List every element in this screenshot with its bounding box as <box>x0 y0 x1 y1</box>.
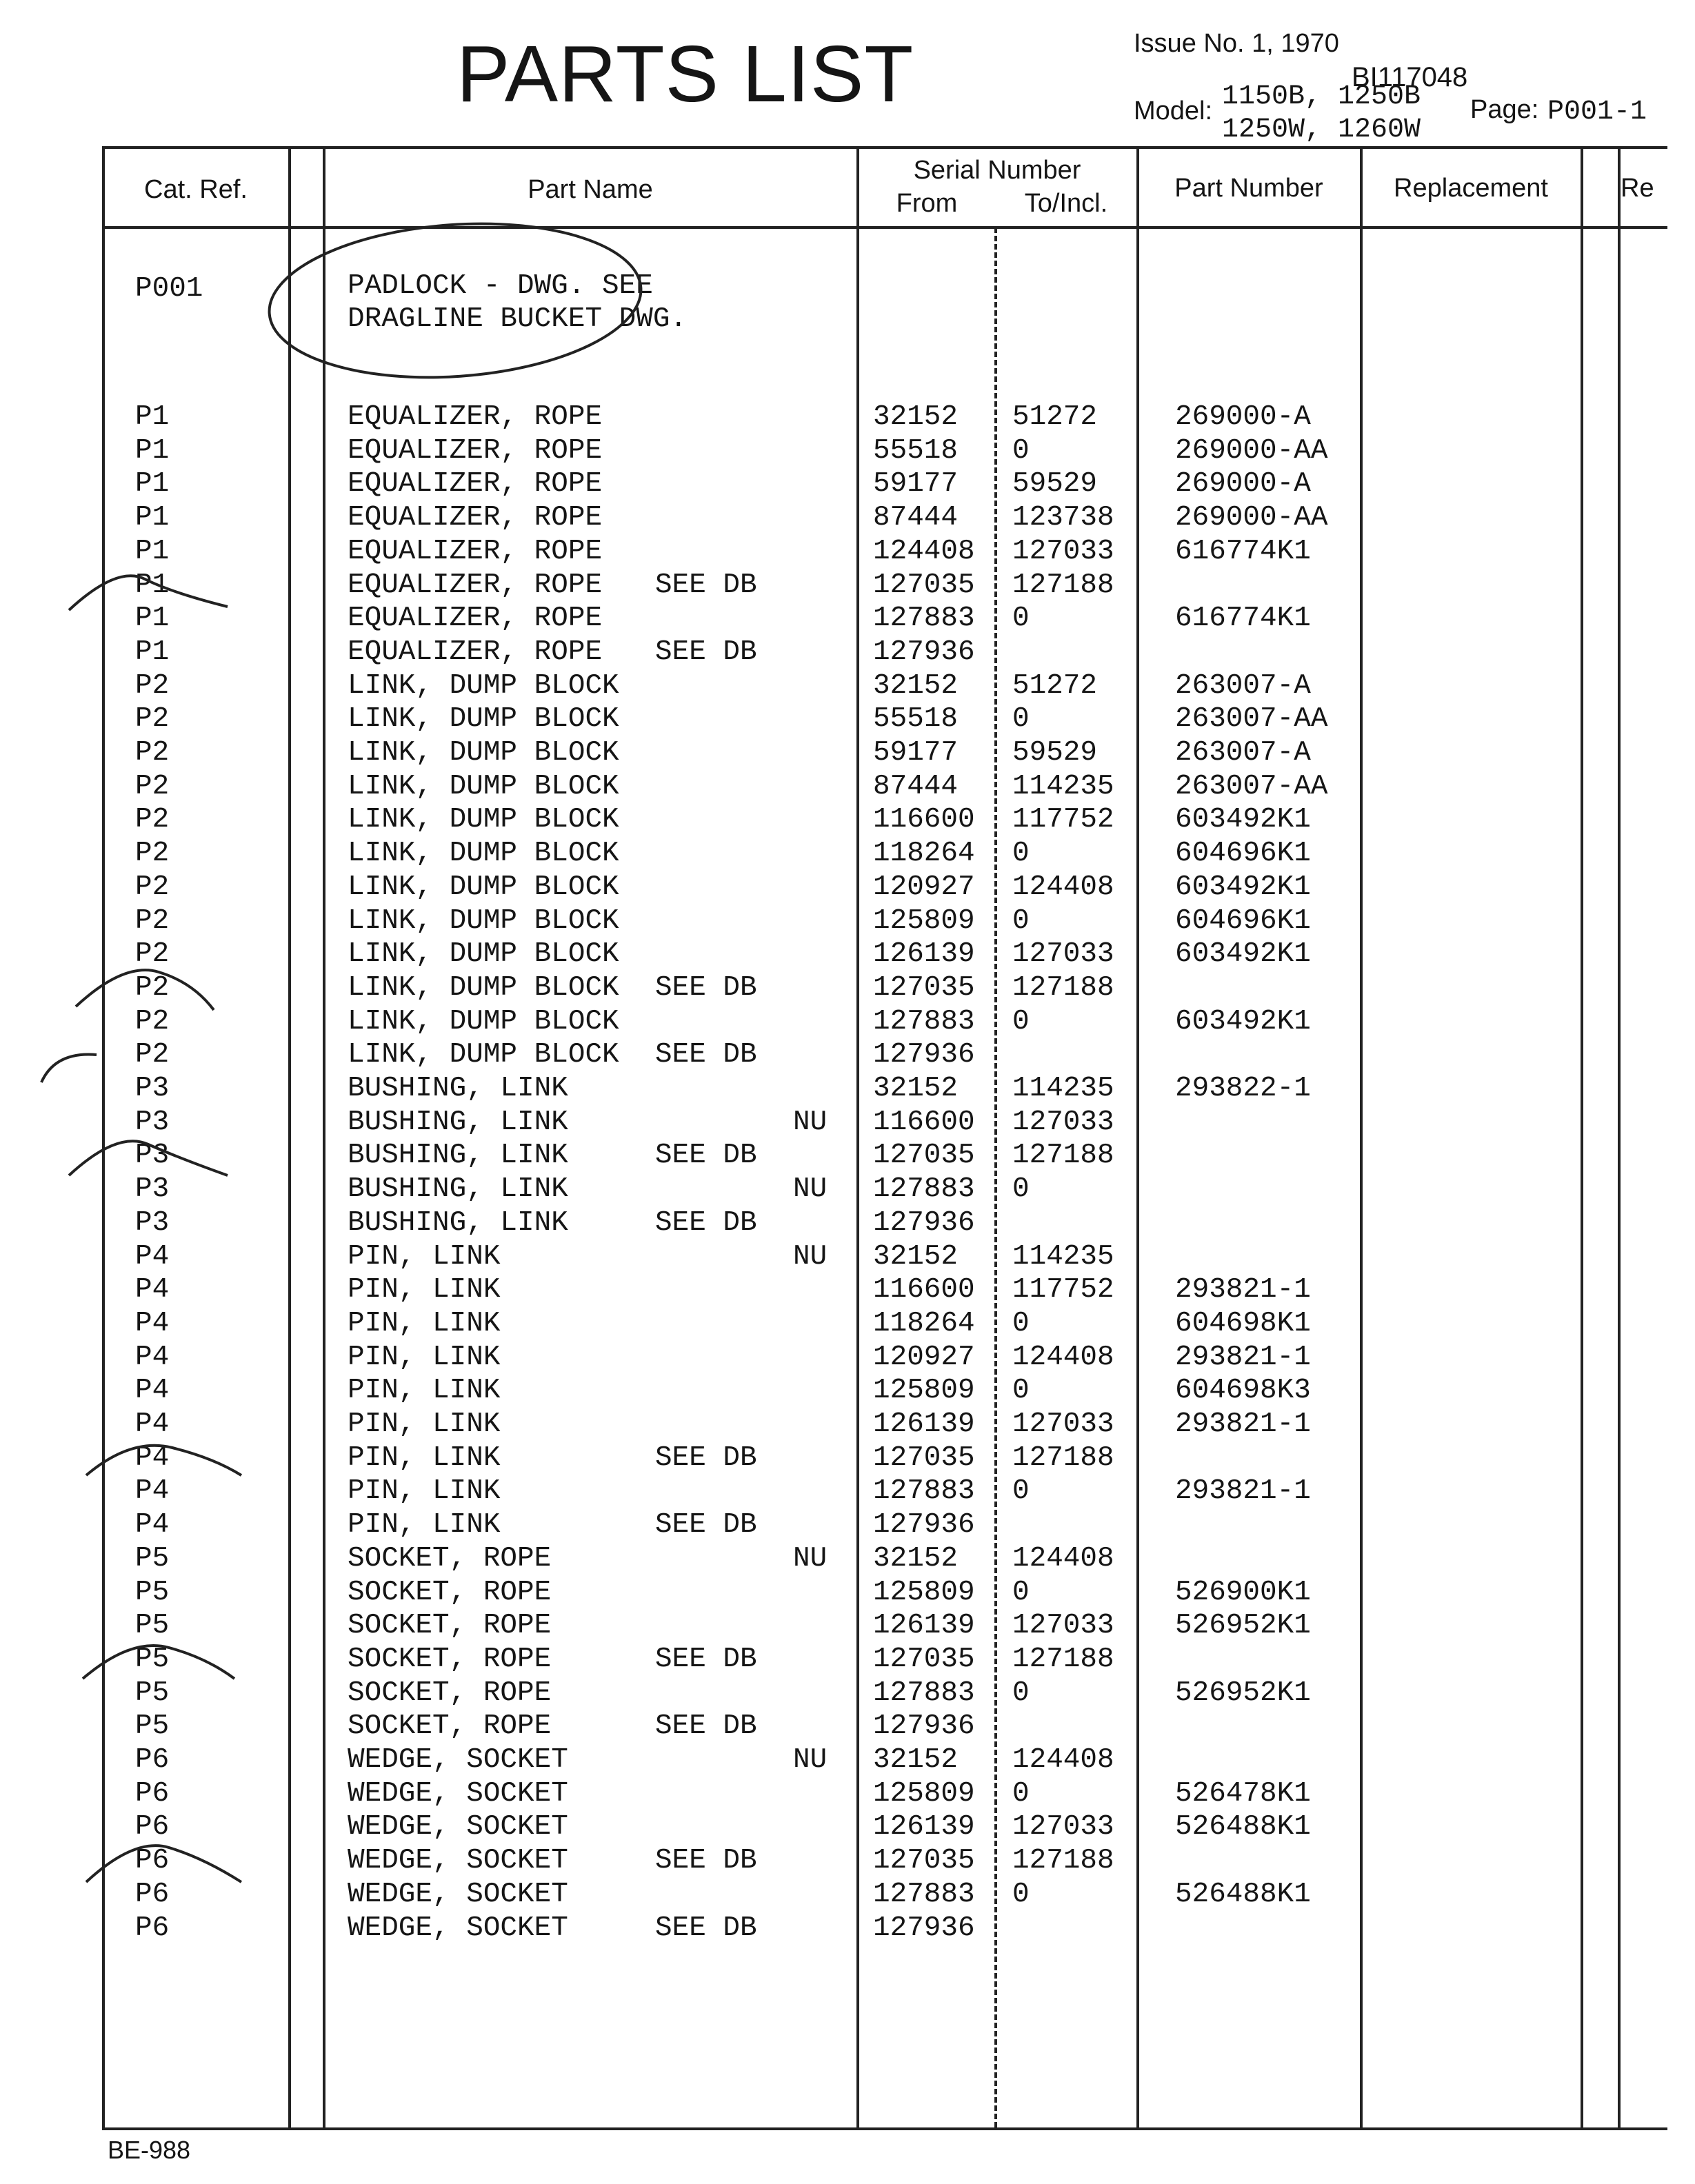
cell-from: 127936 <box>873 1039 975 1071</box>
table-row <box>0 636 1695 669</box>
cell-to: 114235 <box>1012 770 1114 802</box>
cell-pn: 526488K1 <box>1175 1811 1311 1843</box>
cell-note: SEE DB <box>655 569 757 601</box>
table-row <box>0 536 1695 569</box>
cell-pn: 263007-AA <box>1175 703 1328 736</box>
table-row <box>0 1710 1695 1743</box>
cell-pn: 603492K1 <box>1175 1005 1311 1038</box>
table-row <box>0 972 1695 1005</box>
table-row <box>0 1140 1695 1173</box>
cell-ref: P4 <box>135 1274 170 1306</box>
cell-name: WEDGE, SOCKET <box>348 1878 568 1910</box>
cell-from: 125809 <box>873 1777 975 1810</box>
header-serial-number: Serial Number <box>913 156 1081 185</box>
cell-ref: P3 <box>135 1106 170 1138</box>
cell-nu: NU <box>793 1744 828 1776</box>
cell-from: 118264 <box>873 838 975 870</box>
cell-to: 0 <box>1012 434 1030 467</box>
cell-ref: P6 <box>135 1777 170 1810</box>
cell-ref: P1 <box>135 401 170 433</box>
cell-ref: P6 <box>135 1744 170 1776</box>
cell-to: 127033 <box>1012 1106 1114 1138</box>
cell-pn: 526900K1 <box>1175 1576 1311 1608</box>
cell-to: 124408 <box>1012 1542 1114 1575</box>
table-row <box>0 401 1695 434</box>
cell-from: 32152 <box>873 669 959 702</box>
table-row <box>0 1106 1695 1140</box>
cell-name: LINK, DUMP BLOCK <box>348 669 619 702</box>
cell-from: 55518 <box>873 434 959 467</box>
table-row <box>0 1744 1695 1777</box>
cell-ref: P2 <box>135 737 170 769</box>
cell-to: 59529 <box>1012 737 1098 769</box>
table-row <box>0 1375 1695 1408</box>
cell-ref: P5 <box>135 1576 170 1608</box>
cell-from: 32152 <box>873 1542 959 1575</box>
cell-from: 127883 <box>873 1677 975 1709</box>
cell-ref: P2 <box>135 904 170 937</box>
cell-name: LINK, DUMP BLOCK <box>348 904 619 937</box>
cell-pn: 526478K1 <box>1175 1777 1311 1810</box>
table-top-rule <box>102 146 1667 149</box>
cell-name: SOCKET, ROPE <box>348 1542 552 1575</box>
cell-from: 55518 <box>873 703 959 736</box>
cell-name: SOCKET, ROPE <box>348 1710 552 1743</box>
cell-name: PIN, LINK <box>348 1307 501 1339</box>
cell-ref: P2 <box>135 971 170 1004</box>
cell-from: 127936 <box>873 1509 975 1541</box>
cell-name: LINK, DUMP BLOCK <box>348 770 619 802</box>
model-label: Model: <box>1134 97 1213 125</box>
cell-note: SEE DB <box>655 1140 757 1172</box>
cell-pn: 293821-1 <box>1175 1341 1311 1373</box>
cell-from: 127936 <box>873 1912 975 1944</box>
table-row <box>0 1677 1695 1710</box>
cell-to: 127033 <box>1012 1610 1114 1642</box>
cell-ref: P1 <box>135 468 170 501</box>
cell-ref: P3 <box>135 1140 170 1172</box>
cell-to: 127033 <box>1012 1811 1114 1843</box>
cell-ref: P2 <box>135 871 170 903</box>
cell-ref: P6 <box>135 1811 170 1843</box>
cell-name: SOCKET, ROPE <box>348 1677 552 1709</box>
cell-to: 127188 <box>1012 1643 1114 1675</box>
cell-name: EQUALIZER, ROPE <box>348 434 603 467</box>
cell-to: 0 <box>1012 703 1030 736</box>
cell-name: BUSHING, LINK <box>348 1206 568 1239</box>
cell-from: 116600 <box>873 804 975 836</box>
table-header-rule <box>102 226 1667 229</box>
table-row <box>0 771 1695 804</box>
cell-pn: 603492K1 <box>1175 938 1311 971</box>
header-cat-ref: Cat. Ref. <box>144 175 248 204</box>
cell-ref: P2 <box>135 804 170 836</box>
table-row <box>0 1342 1695 1375</box>
cell-ref: P4 <box>135 1509 170 1541</box>
cell-nu: NU <box>793 1173 828 1206</box>
cell-to: 51272 <box>1012 401 1098 433</box>
table-row <box>0 1006 1695 1039</box>
cell-to: 0 <box>1012 1878 1030 1910</box>
cell-pn: 604696K1 <box>1175 904 1311 937</box>
cell-name: LINK, DUMP BLOCK <box>348 703 619 736</box>
page-title: PARTS LIST <box>457 29 914 119</box>
cell-note: SEE DB <box>655 636 757 668</box>
cell-to: 127188 <box>1012 1140 1114 1172</box>
cell-name: PIN, LINK <box>348 1274 501 1306</box>
table-row <box>0 737 1695 770</box>
cell-from: 127035 <box>873 1643 975 1675</box>
cell-from: 120927 <box>873 871 975 903</box>
cell-ref: P2 <box>135 703 170 736</box>
cell-to: 0 <box>1012 838 1030 870</box>
cell-from: 116600 <box>873 1274 975 1306</box>
cell-to: 124408 <box>1012 871 1114 903</box>
cell-ref: P2 <box>135 770 170 802</box>
cell-name: PIN, LINK <box>348 1375 501 1407</box>
cell-to: 51272 <box>1012 669 1098 702</box>
cell-pn: 263007-A <box>1175 669 1311 702</box>
cell-name: SOCKET, ROPE <box>348 1576 552 1608</box>
cell-nu: NU <box>793 1240 828 1273</box>
cell-note: SEE DB <box>655 1442 757 1474</box>
cell-pn: 603492K1 <box>1175 871 1311 903</box>
cell-from: 32152 <box>873 1744 959 1776</box>
cell-from: 127936 <box>873 636 975 668</box>
table-row <box>0 468 1695 501</box>
cell-ref: P2 <box>135 1039 170 1071</box>
page-number: P001-1 <box>1547 97 1647 128</box>
cell-to: 114235 <box>1012 1240 1114 1273</box>
cell-name: LINK, DUMP BLOCK <box>348 804 619 836</box>
cell-name: LINK, DUMP BLOCK <box>348 871 619 903</box>
cell-from: 127035 <box>873 569 975 601</box>
cell-from: 126139 <box>873 1811 975 1843</box>
cell-to: 127033 <box>1012 1408 1114 1440</box>
cell-to: 59529 <box>1012 468 1098 501</box>
cell-name: WEDGE, SOCKET <box>348 1811 568 1843</box>
cell-from: 127936 <box>873 1206 975 1239</box>
cell-nu: NU <box>793 1106 828 1138</box>
cell-name: LINK, DUMP BLOCK <box>348 737 619 769</box>
page-label: Page: <box>1470 95 1539 124</box>
table-row <box>0 1039 1695 1072</box>
cell-pn: 604698K1 <box>1175 1307 1311 1339</box>
cell-note: SEE DB <box>655 1643 757 1675</box>
table-row <box>0 1509 1695 1542</box>
cell-from: 87444 <box>873 770 959 802</box>
table-row <box>0 1845 1695 1878</box>
cell-ref: P3 <box>135 1173 170 1206</box>
table-row <box>0 569 1695 603</box>
cell-name: PIN, LINK <box>348 1408 501 1440</box>
model-line-1: 1150B, 1250B <box>1222 81 1421 112</box>
cell-name: LINK, DUMP BLOCK <box>348 838 619 870</box>
cell-pn: 263007-AA <box>1175 770 1328 802</box>
cell-from: 87444 <box>873 502 959 534</box>
cell-ref: P2 <box>135 669 170 702</box>
cell-to: 127033 <box>1012 535 1114 567</box>
cell-ref: P4 <box>135 1375 170 1407</box>
cell-name: LINK, DUMP BLOCK <box>348 938 619 971</box>
cell-ref: P3 <box>135 1073 170 1104</box>
padlock-line-2: DRAGLINE BUCKET DWG. <box>348 303 688 335</box>
cell-pn: 526952K1 <box>1175 1677 1311 1709</box>
cell-ref: P5 <box>135 1610 170 1642</box>
table-row <box>0 905 1695 938</box>
cell-ref: P1 <box>135 535 170 567</box>
cell-name: EQUALIZER, ROPE <box>348 603 603 635</box>
cell-to: 127188 <box>1012 1442 1114 1474</box>
cell-ref: P4 <box>135 1240 170 1273</box>
cell-from: 32152 <box>873 1073 959 1104</box>
cell-name: EQUALIZER, ROPE <box>348 502 603 534</box>
cell-to: 0 <box>1012 1777 1030 1810</box>
table-row <box>0 1811 1695 1844</box>
table-row <box>0 1073 1695 1106</box>
cell-pn: 269000-A <box>1175 401 1311 433</box>
table-row <box>0 1778 1695 1811</box>
cell-name: EQUALIZER, ROPE <box>348 636 603 668</box>
cell-ref: P2 <box>135 1005 170 1038</box>
cell-pn: 616774K1 <box>1175 603 1311 635</box>
cell-pn: 616774K1 <box>1175 535 1311 567</box>
table-bottom-rule <box>102 2127 1667 2130</box>
cell-to: 127188 <box>1012 1845 1114 1877</box>
cell-pn: 604698K3 <box>1175 1375 1311 1407</box>
cell-ref: P4 <box>135 1475 170 1508</box>
cell-name: SOCKET, ROPE <box>348 1643 552 1675</box>
cell-to: 123738 <box>1012 502 1114 534</box>
cell-to: 0 <box>1012 904 1030 937</box>
cell-name: PIN, LINK <box>348 1240 501 1273</box>
cell-pn: 263007-A <box>1175 737 1311 769</box>
cell-ref: P4 <box>135 1408 170 1440</box>
cell-to: 0 <box>1012 603 1030 635</box>
table-row <box>0 1173 1695 1206</box>
cell-name: LINK, DUMP BLOCK <box>348 1005 619 1038</box>
cell-note: SEE DB <box>655 1845 757 1877</box>
table-row <box>0 1241 1695 1274</box>
cell-to: 0 <box>1012 1576 1030 1608</box>
cell-ref: P4 <box>135 1341 170 1373</box>
cell-to: 117752 <box>1012 804 1114 836</box>
cell-to: 124408 <box>1012 1744 1114 1776</box>
cell-name: BUSHING, LINK <box>348 1106 568 1138</box>
padlock-ref: P001 <box>135 273 203 305</box>
cell-ref: P2 <box>135 838 170 870</box>
cell-to: 0 <box>1012 1307 1030 1339</box>
document-reference: BI117048 <box>1352 62 1468 92</box>
table-row <box>0 1879 1695 1912</box>
table-row <box>0 1308 1695 1341</box>
cell-ref: P1 <box>135 434 170 467</box>
cell-name: PIN, LINK <box>348 1442 501 1474</box>
cell-to: 0 <box>1012 1677 1030 1709</box>
table-row <box>0 502 1695 535</box>
cell-pn: 293821-1 <box>1175 1475 1311 1508</box>
cell-from: 125809 <box>873 904 975 937</box>
cell-to: 124408 <box>1012 1341 1114 1373</box>
table-row <box>0 1912 1695 1945</box>
cell-ref: P3 <box>135 1206 170 1239</box>
cell-note: SEE DB <box>655 1509 757 1541</box>
cell-ref: P6 <box>135 1912 170 1944</box>
cell-name: BUSHING, LINK <box>348 1140 568 1172</box>
cell-to: 0 <box>1012 1173 1030 1206</box>
cell-name: BUSHING, LINK <box>348 1173 568 1206</box>
cell-ref: P5 <box>135 1710 170 1743</box>
cell-name: PIN, LINK <box>348 1509 501 1541</box>
table-row <box>0 670 1695 703</box>
cell-from: 118264 <box>873 1307 975 1339</box>
table-row <box>0 1577 1695 1610</box>
cell-to: 0 <box>1012 1475 1030 1508</box>
cell-name: WEDGE, SOCKET <box>348 1777 568 1810</box>
header-replacement: Replacement <box>1394 174 1548 203</box>
header-from: From <box>896 189 958 218</box>
cell-ref: P1 <box>135 569 170 601</box>
table-row <box>0 703 1695 736</box>
cell-pn: 293821-1 <box>1175 1274 1311 1306</box>
cell-to: 117752 <box>1012 1274 1114 1306</box>
cell-note: SEE DB <box>655 1039 757 1071</box>
cell-note: SEE DB <box>655 1206 757 1239</box>
cell-name: WEDGE, SOCKET <box>348 1912 568 1944</box>
cell-name: EQUALIZER, ROPE <box>348 535 603 567</box>
cell-to: 127033 <box>1012 938 1114 971</box>
cell-from: 127883 <box>873 1878 975 1910</box>
header-part-name: Part Name <box>528 175 653 204</box>
cell-pn: 526488K1 <box>1175 1878 1311 1910</box>
cell-from: 126139 <box>873 938 975 971</box>
cell-ref: P5 <box>135 1643 170 1675</box>
table-row <box>0 1408 1695 1442</box>
table-row <box>0 1274 1695 1307</box>
cell-from: 127035 <box>873 1442 975 1474</box>
cell-name: WEDGE, SOCKET <box>348 1744 568 1776</box>
cell-to: 127188 <box>1012 569 1114 601</box>
cell-from: 126139 <box>873 1610 975 1642</box>
cell-note: SEE DB <box>655 1710 757 1743</box>
cell-pn: 293822-1 <box>1175 1073 1311 1104</box>
table-row <box>0 1610 1695 1643</box>
cell-from: 116600 <box>873 1106 975 1138</box>
cell-pn: 269000-AA <box>1175 502 1328 534</box>
table-row <box>0 838 1695 871</box>
cell-from: 125809 <box>873 1576 975 1608</box>
cell-from: 127883 <box>873 1475 975 1508</box>
cell-ref: P4 <box>135 1307 170 1339</box>
table-row <box>0 1442 1695 1475</box>
table-row <box>0 871 1695 904</box>
cell-from: 127035 <box>873 971 975 1004</box>
cell-name: SOCKET, ROPE <box>348 1610 552 1642</box>
cell-from: 127883 <box>873 1173 975 1206</box>
cell-name: EQUALIZER, ROPE <box>348 401 603 433</box>
cell-ref: P5 <box>135 1677 170 1709</box>
cell-from: 127883 <box>873 1005 975 1038</box>
cell-name: PIN, LINK <box>348 1475 501 1508</box>
cell-ref: P4 <box>135 1442 170 1474</box>
header-part-number: Part Number <box>1174 174 1323 203</box>
table-row <box>0 435 1695 468</box>
cell-from: 127035 <box>873 1845 975 1877</box>
table-row <box>0 1644 1695 1677</box>
cell-name: WEDGE, SOCKET <box>348 1845 568 1877</box>
cell-from: 32152 <box>873 1240 959 1273</box>
cell-from: 127035 <box>873 1140 975 1172</box>
table-row <box>0 804 1695 837</box>
cell-pn: 604696K1 <box>1175 838 1311 870</box>
cell-name: EQUALIZER, ROPE <box>348 569 603 601</box>
header-re: Re <box>1621 174 1654 203</box>
cell-note: SEE DB <box>655 1912 757 1944</box>
cell-name: PIN, LINK <box>348 1341 501 1373</box>
cell-from: 59177 <box>873 468 959 501</box>
cell-pn: 269000-AA <box>1175 434 1328 467</box>
cell-name: BUSHING, LINK <box>348 1073 568 1104</box>
cell-from: 127883 <box>873 603 975 635</box>
cell-name: LINK, DUMP BLOCK <box>348 1039 619 1071</box>
cell-pn: 526952K1 <box>1175 1610 1311 1642</box>
cell-ref: P2 <box>135 938 170 971</box>
cell-ref: P5 <box>135 1542 170 1575</box>
cell-pn: 603492K1 <box>1175 804 1311 836</box>
issue-number: Issue No. 1, 1970 <box>1134 29 1339 58</box>
table-row <box>0 1543 1695 1576</box>
cell-name: LINK, DUMP BLOCK <box>348 971 619 1004</box>
cell-pn: 269000-A <box>1175 468 1311 501</box>
cell-nu: NU <box>793 1542 828 1575</box>
cell-to: 0 <box>1012 1005 1030 1038</box>
cell-pn: 293821-1 <box>1175 1408 1311 1440</box>
cell-from: 32152 <box>873 401 959 433</box>
cell-from: 126139 <box>873 1408 975 1440</box>
cell-ref: P6 <box>135 1878 170 1910</box>
cell-to: 0 <box>1012 1375 1030 1407</box>
cell-name: EQUALIZER, ROPE <box>348 468 603 501</box>
model-line-2: 1250W, 1260W <box>1222 114 1421 145</box>
cell-from: 124408 <box>873 535 975 567</box>
cell-ref: P1 <box>135 502 170 534</box>
padlock-line-1: PADLOCK - DWG. SEE <box>348 270 653 302</box>
cell-to: 127188 <box>1012 971 1114 1004</box>
cell-note: SEE DB <box>655 971 757 1004</box>
table-row <box>0 603 1695 636</box>
cell-from: 120927 <box>873 1341 975 1373</box>
cell-ref: P1 <box>135 603 170 635</box>
cell-to: 114235 <box>1012 1073 1114 1104</box>
form-number: BE-988 <box>108 2136 191 2164</box>
header-to-incl: To/Incl. <box>1024 189 1108 218</box>
table-row <box>0 938 1695 971</box>
table-row <box>0 1207 1695 1240</box>
cell-ref: P6 <box>135 1845 170 1877</box>
cell-ref: P1 <box>135 636 170 668</box>
cell-from: 127936 <box>873 1710 975 1743</box>
table-row <box>0 1475 1695 1508</box>
cell-from: 59177 <box>873 737 959 769</box>
cell-from: 125809 <box>873 1375 975 1407</box>
